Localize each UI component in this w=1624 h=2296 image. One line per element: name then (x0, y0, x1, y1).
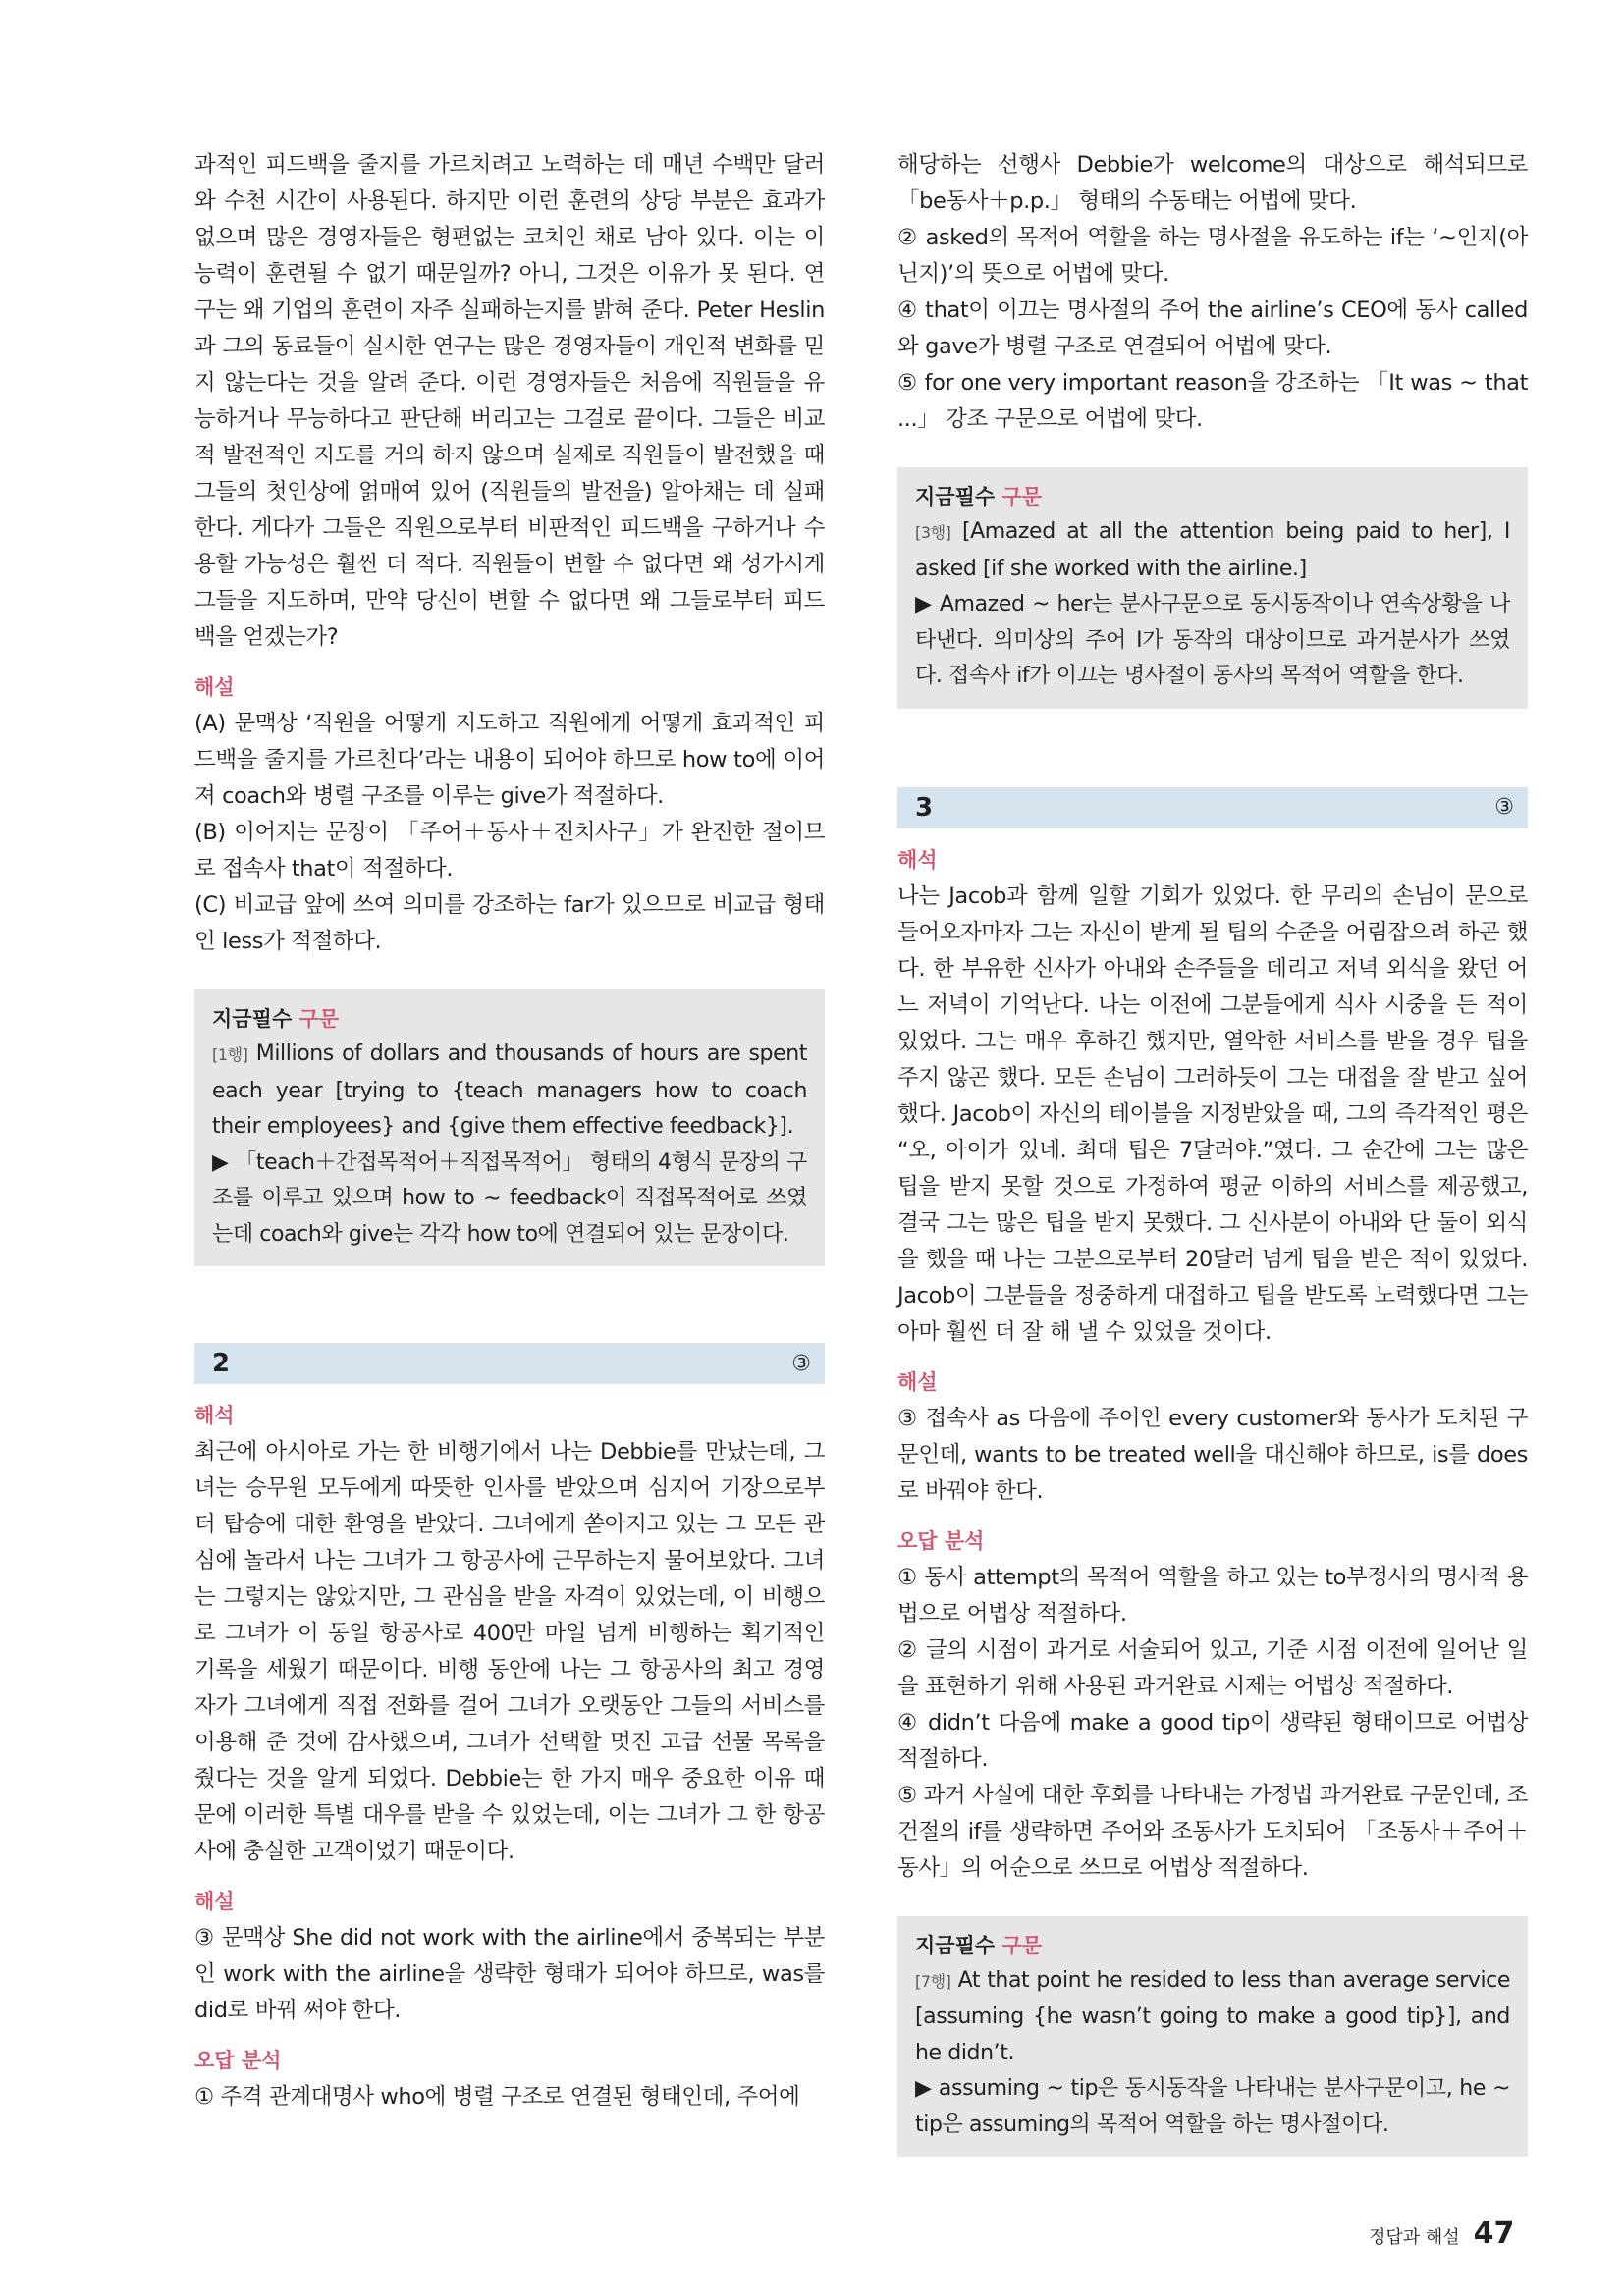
q2-wrong-answer-1: ① 주격 관계대명사 who에 병렬 구조로 연결된 형태인데, 주어에 (194, 2084, 800, 2109)
q2-wrong-answer-2: ② asked의 목적어 역할을 하는 명사절을 유도하는 if는 ‘~인지(아닌지)’의 뜻으로 어법에 맞다. (897, 225, 1528, 287)
haeseol-label: 해설 (897, 1369, 938, 1394)
right-column (897, 147, 1528, 2157)
section-label: 정답과 해설 (1369, 2227, 1460, 2248)
q3-wrong-answer-2: ② 글의 시점이 과거로 서술되어 있고, 기준 시점 이전에 일어난 일을 표현하기 위해 사용된 과거완료 시제는 어법상 적절하다. (897, 1636, 1528, 1699)
answer-choice: ③ (1494, 795, 1514, 820)
q1-explanation-a: (A) 문맥상 ‘직원을 어떻게 지도하고 직원에게 어떻게 효과적인 피드백을 줄지를 가르친다’라는 내용이 되어야 하므로 how to에 이어져 coach와 병렬 구조를 이루는 give가 적절하다. (194, 711, 825, 809)
key-syntax-note: ▶ assuming ~ tip은 동시동작을 나타내는 분사구문이고, he ~ tip은 assuming의 목적어 역할을 하는 명사절이다. (915, 2076, 1510, 2137)
question-number: 2 (212, 1349, 231, 1378)
key-syntax-title: 지금필수 구문 (212, 1007, 340, 1031)
odap-label: 오답 분석 (897, 1528, 985, 1553)
q3-wrong-answer-4: ④ didn’t 다음에 make a good tip이 생략된 형태이므로 어법상 적절하다. (897, 1709, 1528, 1772)
line-reference: [1행] (212, 1045, 248, 1064)
line-reference: [7행] (915, 1971, 951, 1991)
key-syntax-box-1 (194, 989, 825, 1266)
key-syntax-box-3 (897, 1916, 1528, 2158)
q1-explanation-b: (B) 이어지는 문장이 「주어＋동사＋전치사구」가 완전한 절이므로 접속사 that이 적절하다. (194, 820, 825, 881)
key-syntax-note: ▶ Amazed ~ her는 분사구문으로 동시동작이나 연속상황을 나타낸다. 의미상의 주어 I가 동작의 대상이므로 과거분사가 쓰였다. 접속사 if가 이끄는 명사절이 동사의 목적어 역할을 한다. (915, 592, 1510, 688)
haeseol-label: 해설 (194, 675, 235, 699)
key-syntax-sentence: [1행] Millions of dollars and thousands of hours are spent each year [trying to {teach managers how to coach their employees} and {give them effective feedback}]. (212, 1041, 807, 1139)
q3-wrong-answer-1: ① 동사 attempt의 목적어 역할을 하고 있는 to부정사의 명사적 용법으로 어법상 적절하다. (897, 1564, 1528, 1627)
question-2-header (194, 1343, 825, 1384)
q1-explanation-c: (C) 비교급 앞에 쓰여 의미를 강조하는 far가 있으므로 비교급 형태인 less가 적절하다. (194, 892, 825, 954)
haeseok-label: 해석 (194, 1404, 235, 1427)
odap-label: 오답 분석 (194, 2049, 282, 2072)
haeseol-label: 해설 (194, 1890, 235, 1913)
q1-translation-continued: 과적인 피드백을 줄지를 가르치려고 노력하는 데 매년 수백만 달러와 수천 시간이 사용된다. 하지만 이런 훈련의 상당 부분은 효과가 없으며 많은 경영자들은 형편없는 코치인 채로 남아 있다. 이는 이 능력이 훈련될 수 없기 때문일까? 아니, 그것은 이유가 못 된다. 연구는 왜 기업의 훈련이 자주 실패하는지를 밝혀 준다. Peter Heslin과 그의 동료들이 실시한 연구는 많은 경영자들이 개인적 변화를 믿지 않는다는 것을 알려 준다. 이런 경영자들은 처음에 직원들을 유능하거나 무능하다고 판단해 버리고는 그걸로 끝이다. 그들은 비교적 발전적인 지도를 거의 하지 않으며 실제로 직원들이 발전했을 때 그들의 첫인상에 얽매여 있어 (직원들의 발전을) 알아채는 데 실패한다. 게다가 그들은 직원으로부터 비판적인 피드백을 구하거나 수용할 가능성은 훨씬 더 적다. 직원들이 변할 수 없다면 왜 성가시게 그들을 지도하며, 만약 당신이 변할 수 없다면 왜 그들로부터 피드백을 얻겠는가? (194, 152, 825, 650)
page-footer (1369, 2216, 1514, 2251)
answer-choice: ③ (791, 1351, 811, 1376)
q2-wrong-answer-5: ⑤ for one very important reason을 강조하는 「It was ~ that ...」 강조 구문으로 어법에 맞다. (897, 370, 1528, 432)
q2-explanation: ③ 문맥상 She did not work with the airline에서 중복되는 부분인 work with the airline을 생략한 형태가 되어야 하므로, was를 did로 바꿔 써야 한다. (194, 1925, 825, 2023)
haeseok-label: 해석 (897, 847, 938, 872)
key-syntax-note: ▶ 「teach＋간접목적어＋직접목적어」 형태의 4형식 문장의 구조를 이루고 있으며 how to ~ feedback이 직접목적어로 쓰였는데 coach와 give는 각각 how to에 연결되어 있는 문장이다. (212, 1149, 807, 1247)
page-number: 47 (1473, 2216, 1515, 2251)
key-syntax-title: 지금필수 구문 (915, 1933, 1043, 1957)
key-syntax-box-2 (897, 467, 1528, 709)
left-column (194, 147, 825, 2115)
key-syntax-sentence: [3행] [Amazed at all the attention being paid to her], I asked [if she worked with the airline.] (915, 519, 1510, 581)
q3-explanation: ③ 접속사 as 다음에 주어인 every customer와 동사가 도치된 구문인데, wants to be treated well을 대신해야 하므로, is를 does로 바꿔야 한다. (897, 1405, 1528, 1504)
q2-wrong-answer-4: ④ that이 이끄는 명사절의 주어 the airline’s CEO에 동사 called와 gave가 병렬 구조로 연결되어 어법에 맞다. (897, 297, 1528, 359)
key-syntax-title: 지금필수 구문 (915, 485, 1043, 508)
line-reference: [3행] (915, 523, 951, 542)
key-syntax-sentence: [7행] At that point he resided to less than average service [assuming {he wasn’t going to make a good tip}], and he didn’t. (915, 1967, 1510, 2065)
q2-wrong-answer-1-continued: 해당하는 선행사 Debbie가 welcome의 대상으로 해석되므로 「be동사＋p.p.」 형태의 수동태는 어법에 맞다. (897, 152, 1528, 214)
q3-translation: 나는 Jacob과 함께 일할 기회가 있었다. 한 무리의 손님이 문으로 들어오자마자 그는 자신이 받게 될 팁의 수준을 어림잡으려 하곤 했다. 한 부유한 신사가 아내와 손주들을 데리고 저녁 외식을 왔던 어느 저녁이 기억난다. 나는 이전에 그분들에게 식사 시중을 든 적이 있었다. 그는 매우 후하긴 했지만, 열악한 서비스를 받을 경우 팁을 주지 않곤 했다. 모든 손님이 그러하듯이 그는 대접을 잘 받고 싶어 했다. Jacob이 자신의 테이블을 지정받았을 때, 그의 즉각적인 평은 “오, 아이가 있네. 최대 팁은 7달러야.”였다. 그 순간에 그는 많은 팁을 받지 못할 것으로 가정하여 평균 이하의 서비스를 제공했고, 결국 그는 많은 팁을 받지 못했다. 그 신사분이 아내와 단 둘이 외식을 했을 때 나는 그분으로부터 20달러 넘게 팁을 받은 적이 있었다. Jacob이 그분들을 정중하게 대접하고 팁을 받도록 노력했다면 그는 아마 훨씬 더 잘 해 낼 수 있었을 것이다. (897, 882, 1528, 1345)
q3-wrong-answer-5: ⑤ 과거 사실에 대한 후회를 나타내는 가정법 과거완료 구문인데, 조건절의 if를 생략하면 주어와 조동사가 도치되어 「조동사＋주어＋동사」의 어순으로 쓰므로 어법상 적절하다. (897, 1782, 1529, 1881)
question-number: 3 (915, 792, 934, 823)
question-3-header (897, 787, 1528, 828)
q2-translation: 최근에 아시아로 가는 한 비행기에서 나는 Debbie를 만났는데, 그녀는 승무원 모두에게 따뜻한 인사를 받았으며 심지어 기장으로부터 탑승에 대한 환영을 받았다. 그녀에게 쏟아지고 있는 그 모든 관심에 놀라서 나는 그녀가 그 항공사에 근무하는지 물어보았다. 그녀는 그렇지는 않았지만, 그 관심을 받을 자격이 있었는데, 이 비행으로 그녀가 이 동일 항공사로 400만 마일 넘게 비행하는 획기적인 기록을 세웠기 때문이다. 비행 동안에 나는 그 항공사의 최고 경영자가 그녀에게 직접 전화를 걸어 그녀가 오랫동안 그들의 서비스를 이용해 준 것에 감사했으며, 그녀가 선택할 멋진 고급 선물 목록을 줬다는 것을 알게 되었다. Debbie는 한 가지 매우 중요한 이유 때문에 이러한 특별 대우를 받을 수 있었는데, 이는 그녀가 그 한 항공사에 충실한 고객이었기 때문이다. (194, 1439, 825, 1864)
